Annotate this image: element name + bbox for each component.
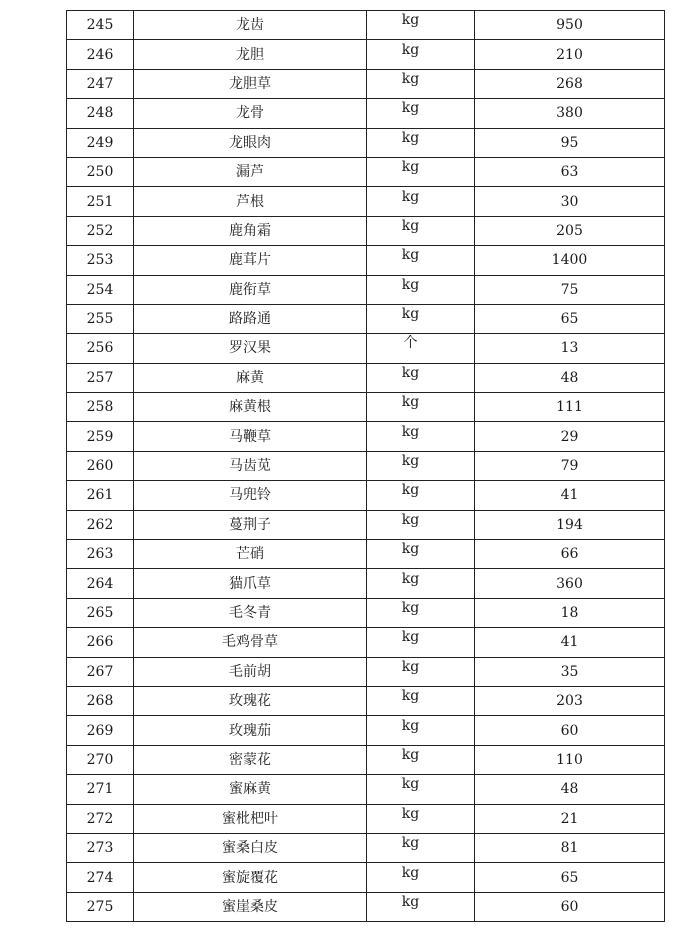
table-row: [67, 157, 665, 186]
quantity-text: 81: [560, 840, 579, 857]
row-number-cell: [67, 892, 134, 921]
row-number-cell: [67, 393, 134, 422]
unit-text: kg: [401, 188, 420, 205]
unit-text: kg: [401, 12, 420, 29]
quantity-text: 95: [560, 134, 579, 151]
unit-cell: [367, 422, 475, 451]
herb-name-text: 玫瑰茄: [229, 722, 271, 739]
herb-name-text: 龙胆: [236, 46, 264, 63]
quantity-text: 268: [556, 75, 583, 92]
unit-cell: [367, 304, 475, 333]
table-row: [67, 510, 665, 539]
unit-text: kg: [401, 776, 420, 793]
herb-name-text: 毛冬青: [229, 605, 271, 621]
unit-text: kg: [401, 717, 420, 734]
quantity-text: 35: [560, 663, 579, 680]
quantity-cell: [475, 598, 665, 627]
herb-name-cell: [134, 716, 367, 745]
table-row: [67, 40, 665, 69]
quantity-text: 111: [556, 399, 583, 416]
herb-name-text: 猫爪草: [229, 575, 271, 592]
quantity-cell: [475, 892, 665, 921]
quantity-text: 48: [560, 369, 579, 386]
herb-name-cell: [134, 451, 367, 480]
herb-name-text: 密蒙花: [229, 751, 271, 768]
row-number-cell: [67, 216, 134, 245]
table-row: [67, 128, 665, 157]
quantity-text: 30: [560, 193, 579, 210]
quantity-text: 110: [556, 751, 583, 768]
quantity-cell: [475, 540, 665, 569]
row-number-text: 266: [86, 634, 114, 651]
row-number-text: 249: [86, 134, 114, 151]
unit-cell: [367, 187, 475, 216]
table-row: [67, 628, 665, 657]
herb-name-cell: [134, 157, 367, 186]
unit-text: kg: [401, 364, 420, 381]
unit-text: kg: [401, 482, 420, 499]
quantity-cell: [475, 246, 665, 275]
quantity-text: 360: [556, 575, 583, 592]
unit-cell: [367, 510, 475, 539]
unit-cell: [367, 69, 475, 98]
row-number-text: 274: [86, 869, 114, 886]
quantity-cell: [475, 628, 665, 657]
row-number-text: 270: [86, 751, 114, 768]
quantity-cell: [475, 334, 665, 363]
quantity-cell: [475, 451, 665, 480]
table-row: [67, 569, 665, 598]
unit-text: kg: [401, 306, 420, 323]
row-number-text: 273: [86, 840, 114, 857]
herb-name-text: 龙骨: [236, 105, 264, 122]
quantity-text: 65: [560, 869, 579, 886]
quantity-cell: [475, 422, 665, 451]
quantity-cell: [475, 128, 665, 157]
herb-name-text: 马兜铃: [229, 487, 271, 504]
row-number-cell: [67, 275, 134, 304]
quantity-cell: [475, 157, 665, 186]
herb-name-text: 龙眼肉: [229, 134, 271, 151]
unit-cell: [367, 775, 475, 804]
quantity-cell: [475, 745, 665, 774]
row-number-text: 248: [86, 105, 114, 122]
unit-cell: [367, 11, 475, 40]
unit-text: kg: [401, 129, 420, 146]
herb-name-cell: [134, 69, 367, 98]
row-number-text: 259: [86, 428, 114, 445]
unit-cell: [367, 892, 475, 921]
row-number-text: 246: [86, 46, 114, 63]
herb-name-cell: [134, 246, 367, 275]
unit-text: kg: [401, 864, 420, 881]
row-number-cell: [67, 157, 134, 186]
quantity-cell: [475, 833, 665, 862]
quantity-text: 79: [560, 458, 579, 475]
row-number-cell: [67, 863, 134, 892]
quantity-text: 21: [560, 810, 579, 827]
table-row: [67, 99, 665, 128]
unit-text: kg: [401, 746, 420, 763]
quantity-text: 210: [556, 46, 583, 63]
herb-name-cell: [134, 863, 367, 892]
quantity-text: 18: [560, 605, 579, 621]
herb-name-text: 马齿苋: [229, 458, 271, 475]
unit-cell: [367, 451, 475, 480]
table-row: [67, 216, 665, 245]
row-number-text: 260: [86, 458, 114, 475]
unit-text: kg: [401, 70, 420, 87]
unit-text: kg: [401, 629, 420, 646]
unit-cell: [367, 40, 475, 69]
herb-name-text: 路路通: [229, 311, 271, 328]
unit-text: kg: [401, 893, 420, 910]
quantity-text: 66: [560, 546, 579, 563]
quantity-cell: [475, 775, 665, 804]
herb-name-cell: [134, 775, 367, 804]
table-row: [67, 187, 665, 216]
table-row: [67, 246, 665, 275]
herb-name-text: 蔓荆子: [229, 516, 271, 533]
herb-name-text: 毛鸡骨草: [222, 634, 278, 651]
herb-name-cell: [134, 481, 367, 510]
unit-cell: [367, 246, 475, 275]
row-number-cell: [67, 69, 134, 98]
unit-cell: [367, 481, 475, 510]
unit-text: kg: [401, 41, 420, 58]
table-row: [67, 540, 665, 569]
unit-text: kg: [401, 511, 420, 528]
quantity-text: 205: [556, 222, 583, 239]
row-number-text: 267: [86, 663, 114, 680]
row-number-cell: [67, 540, 134, 569]
quantity-text: 41: [560, 487, 579, 504]
quantity-cell: [475, 686, 665, 715]
unit-text: kg: [401, 570, 420, 587]
row-number-cell: [67, 363, 134, 392]
unit-cell: [367, 863, 475, 892]
row-number-text: 247: [86, 75, 114, 92]
quantity-cell: [475, 187, 665, 216]
quantity-text: 60: [560, 898, 579, 915]
unit-text: kg: [401, 453, 420, 470]
unit-cell: [367, 657, 475, 686]
herb-name-cell: [134, 892, 367, 921]
quantity-text: 63: [560, 164, 579, 181]
row-number-cell: [67, 657, 134, 686]
unit-cell: [367, 598, 475, 627]
quantity-cell: [475, 275, 665, 304]
quantity-cell: [475, 363, 665, 392]
herb-name-text: 漏芦: [236, 164, 264, 181]
row-number-text: 264: [86, 575, 114, 592]
table-row: [67, 69, 665, 98]
unit-text: kg: [401, 159, 420, 176]
unit-text: kg: [401, 100, 420, 117]
unit-cell: [367, 216, 475, 245]
table-row: [67, 775, 665, 804]
unit-text: kg: [401, 835, 420, 852]
table-row: [67, 598, 665, 627]
unit-text: kg: [401, 658, 420, 675]
row-number-text: 268: [86, 693, 114, 710]
table-row: [67, 686, 665, 715]
herb-name-cell: [134, 275, 367, 304]
table-body: [67, 11, 665, 922]
unit-cell: [367, 363, 475, 392]
quantity-text: 65: [560, 311, 579, 328]
row-number-text: 251: [86, 193, 114, 210]
herb-name-cell: [134, 11, 367, 40]
herb-name-text: 芦根: [236, 193, 264, 210]
row-number-cell: [67, 598, 134, 627]
row-number-text: 262: [86, 516, 114, 533]
unit-cell: [367, 99, 475, 128]
unit-cell: [367, 833, 475, 862]
herb-name-cell: [134, 569, 367, 598]
row-number-cell: [67, 334, 134, 363]
row-number-cell: [67, 833, 134, 862]
herb-name-text: 蜜旋覆花: [222, 869, 278, 886]
quantity-text: 60: [560, 722, 579, 739]
quantity-text: 380: [556, 105, 583, 122]
quantity-cell: [475, 863, 665, 892]
herb-name-cell: [134, 833, 367, 862]
unit-cell: [367, 745, 475, 774]
row-number-cell: [67, 11, 134, 40]
quantity-cell: [475, 11, 665, 40]
table-row: [67, 745, 665, 774]
herb-name-text: 蜜麻黄: [229, 781, 271, 798]
unit-cell: [367, 804, 475, 833]
table-row: [67, 363, 665, 392]
row-number-cell: [67, 304, 134, 333]
quantity-cell: [475, 481, 665, 510]
herb-name-cell: [134, 187, 367, 216]
herb-name-cell: [134, 745, 367, 774]
unit-text: kg: [401, 600, 420, 616]
quantity-cell: [475, 40, 665, 69]
row-number-text: 255: [86, 311, 114, 328]
herb-name-text: 麻黄根: [229, 399, 271, 416]
row-number-text: 250: [86, 164, 114, 181]
row-number-cell: [67, 99, 134, 128]
herb-name-cell: [134, 804, 367, 833]
quantity-text: 29: [560, 428, 579, 445]
quantity-cell: [475, 304, 665, 333]
table-row: [67, 863, 665, 892]
unit-cell: [367, 334, 475, 363]
herb-name-cell: [134, 510, 367, 539]
quantity-text: 203: [556, 693, 583, 710]
quantity-text: 41: [560, 634, 579, 651]
herb-name-text: 蜜桑白皮: [222, 840, 278, 857]
row-number-cell: [67, 745, 134, 774]
row-number-cell: [67, 40, 134, 69]
unit-cell: [367, 128, 475, 157]
herb-name-cell: [134, 363, 367, 392]
herb-name-cell: [134, 393, 367, 422]
row-number-text: 256: [86, 340, 114, 357]
unit-cell: [367, 686, 475, 715]
herb-name-text: 鹿角霜: [229, 222, 271, 239]
row-number-text: 257: [86, 369, 114, 386]
row-number-text: 258: [86, 399, 114, 416]
quantity-text: 13: [560, 340, 579, 357]
quantity-cell: [475, 716, 665, 745]
herb-name-text: 鹿茸片: [229, 252, 271, 269]
quantity-cell: [475, 804, 665, 833]
row-number-cell: [67, 628, 134, 657]
unit-text: kg: [401, 688, 420, 705]
herb-name-cell: [134, 99, 367, 128]
unit-text: kg: [401, 423, 420, 440]
herb-name-cell: [134, 540, 367, 569]
table-row: [67, 275, 665, 304]
unit-cell: [367, 716, 475, 745]
table-row: [67, 334, 665, 363]
row-number-cell: [67, 804, 134, 833]
unit-cell: [367, 157, 475, 186]
row-number-text: 252: [86, 222, 114, 239]
herb-name-text: 芒硝: [236, 546, 264, 563]
quantity-cell: [475, 393, 665, 422]
row-number-text: 269: [86, 722, 114, 739]
row-number-text: 263: [86, 546, 114, 563]
table-row: [67, 451, 665, 480]
table-row: [67, 304, 665, 333]
row-number-cell: [67, 686, 134, 715]
unit-text: kg: [401, 805, 420, 822]
herb-name-cell: [134, 598, 367, 627]
unit-text: kg: [401, 541, 420, 558]
herb-name-text: 龙齿: [236, 17, 264, 34]
herb-name-text: 罗汉果: [229, 340, 271, 357]
row-number-text: 265: [86, 605, 114, 621]
quantity-text: 1400: [551, 252, 588, 269]
unit-text: kg: [401, 217, 420, 234]
herb-name-cell: [134, 40, 367, 69]
quantity-text: 950: [556, 17, 583, 34]
table-row: [67, 892, 665, 921]
unit-text: kg: [401, 394, 420, 411]
unit-text: 个: [403, 335, 418, 352]
herb-name-text: 蜜枇杷叶: [222, 810, 278, 827]
row-number-text: 253: [86, 252, 114, 269]
unit-cell: [367, 540, 475, 569]
row-number-cell: [67, 246, 134, 275]
herb-name-cell: [134, 128, 367, 157]
herb-name-cell: [134, 422, 367, 451]
herb-name-text: 龙胆草: [229, 75, 271, 92]
unit-cell: [367, 275, 475, 304]
unit-cell: [367, 393, 475, 422]
row-number-cell: [67, 510, 134, 539]
table-row: [67, 716, 665, 745]
herb-name-text: 毛前胡: [229, 663, 271, 680]
row-number-text: 271: [86, 781, 114, 798]
row-number-cell: [67, 451, 134, 480]
table-row: [67, 422, 665, 451]
herb-quantity-table: [66, 10, 665, 922]
quantity-cell: [475, 69, 665, 98]
table-row: [67, 11, 665, 40]
unit-text: kg: [401, 276, 420, 293]
herb-name-text: 鹿衔草: [229, 281, 271, 298]
quantity-cell: [475, 216, 665, 245]
table-row: [67, 481, 665, 510]
herb-name-cell: [134, 334, 367, 363]
unit-cell: [367, 569, 475, 598]
row-number-text: 254: [86, 281, 114, 298]
unit-cell: [367, 628, 475, 657]
table-row: [67, 804, 665, 833]
quantity-text: 194: [556, 516, 583, 533]
table-row: [67, 393, 665, 422]
herb-name-cell: [134, 304, 367, 333]
herb-name-cell: [134, 628, 367, 657]
herb-name-text: 蜜崖桑皮: [222, 898, 278, 915]
row-number-text: 245: [86, 17, 114, 34]
row-number-cell: [67, 775, 134, 804]
quantity-cell: [475, 657, 665, 686]
herb-name-cell: [134, 216, 367, 245]
quantity-cell: [475, 510, 665, 539]
row-number-cell: [67, 569, 134, 598]
herb-name-text: 玫瑰花: [229, 693, 271, 710]
quantity-cell: [475, 569, 665, 598]
row-number-cell: [67, 422, 134, 451]
unit-text: kg: [401, 247, 420, 264]
row-number-text: 275: [86, 898, 114, 915]
quantity-cell: [475, 99, 665, 128]
row-number-cell: [67, 716, 134, 745]
quantity-text: 75: [560, 281, 579, 298]
row-number-cell: [67, 187, 134, 216]
row-number-text: 261: [86, 487, 114, 504]
herb-name-text: 麻黄: [236, 369, 264, 386]
table-row: [67, 657, 665, 686]
row-number-cell: [67, 481, 134, 510]
table-row: [67, 833, 665, 862]
quantity-text: 48: [560, 781, 579, 798]
row-number-cell: [67, 128, 134, 157]
row-number-text: 272: [86, 810, 114, 827]
herb-name-text: 马鞭草: [229, 428, 271, 445]
herb-name-cell: [134, 657, 367, 686]
herb-name-cell: [134, 686, 367, 715]
